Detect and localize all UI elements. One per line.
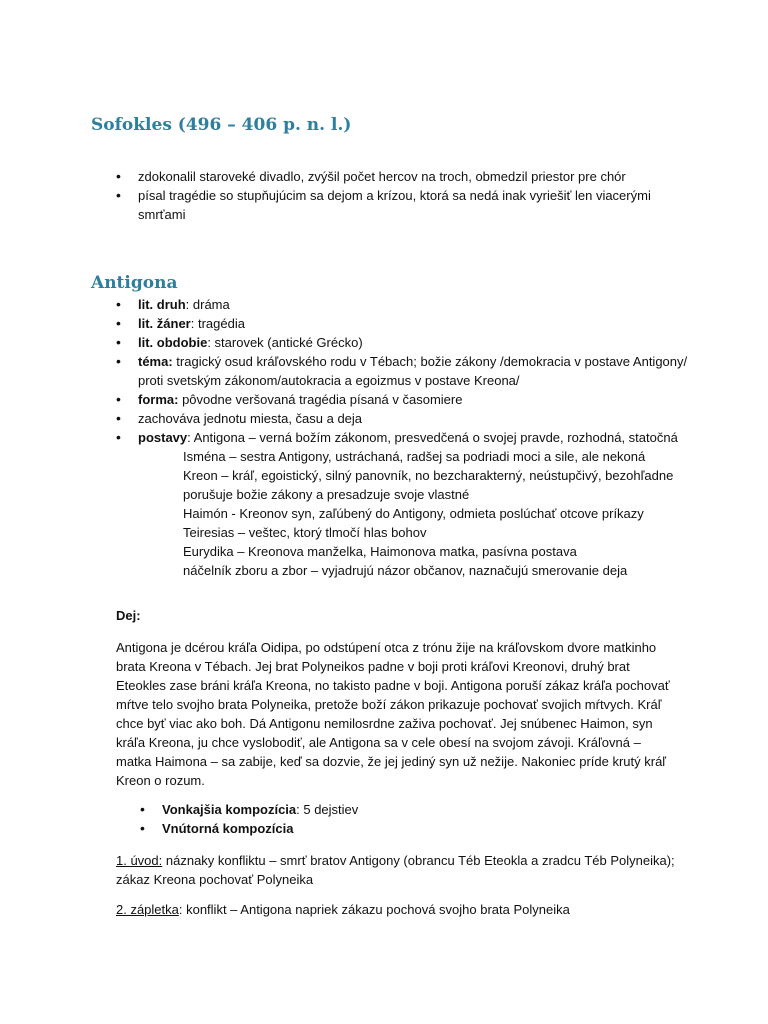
list-item: • písal tragédie so stupňujúcim sa dejom a krízou, ktorá sa nedá inak vyriešiť len viacerými smrťami [116,186,676,224]
character-line: Isména – sestra Antigony, ustráchaná, radšej sa podriadi moci a sile, ale nekoná [183,449,646,464]
item-text: : starovek (antické Grécko) [207,335,363,350]
item-label: lit. obdobie [138,335,208,350]
list-item-vonkajsia [140,800,640,819]
item-text: : tragédia [190,316,245,331]
item-text: : dráma [185,297,230,312]
item-text: : Antigona – verná božím zákonom, presvedčená o svojej pravde, rozhodná, statočná [187,430,678,445]
uvod-paragraph [116,851,686,889]
kompozicia-list [140,800,640,838]
item-label: Vnútorná kompozícia [162,821,294,836]
item-label: postavy [138,430,188,445]
item-text: zachováva jednotu miesta, času a deja [138,411,363,426]
character-line: Teiresias – veštec, ktorý tlmočí hlas bohov [183,525,427,540]
list-item-obdobie [116,333,696,352]
list-item-vnutorna [140,819,640,838]
character-line: Haimón - Kreonov syn, zaľúbený do Antigony, odmieta poslúchať otcove príkazy [183,506,644,521]
antigona-bullet-list [116,295,696,580]
dej-paragraph: Antigona je dcérou kráľa Oidipa, po odstúpení otca z trónu žije na kráľovskom dvore matkinho brata Kreona v Tébach. Jej brat Polyneikos padne v boji proti kráľovi Kreonovi, druhý brat Eteokles zase bráni kráľa Kreona, no takisto padne v boji. Antigona poruší zákaz kráľa pochovať mŕtve telo svojho brata Polyneika, pretože boží zákon prikazuje pochovať svojich mŕtvych. Kráľ chce byť viac ako boh. Dá Antigonu nemilosrdne zaživa pochovať. Jej snúbenec Haimon, syn kráľa Kreona, ju chce vyslobodiť, ale Antigona sa v cele obesí na svojom závoji. Kráľovná – matka Haimona – sa zabije, keď sa dozvie, že jej jediný syn už nežije. Nakoniec príde krutý kráľ Kreon o rozum. [116,640,670,788]
item-label: forma: [138,392,179,407]
character-line: Eurydika – Kreonova manželka, Haimonova matka, pasívna postava [183,544,577,559]
list-item-druh [116,295,696,314]
item-text: : 5 dejstiev [296,802,359,817]
heading-antigona: Antigona [91,273,178,293]
heading-sofokles: Sofokles (496 – 406 p. n. l.) [91,115,352,135]
list-item-jednota [116,409,696,428]
zapletka-text: : konflikt – Antigona napriek zákazu pochová svojho brata Polyneika [178,902,570,917]
list-item-tema [116,352,696,390]
dej-heading: Dej: [116,608,141,623]
uvod-label: 1. úvod: [116,853,163,868]
item-label: lit. druh [138,297,186,312]
character-line: Kreon – kráľ, egoistický, silný panovník, no bezcharakterný, neústupčivý, bezohľadne [183,468,674,483]
uvod-text: náznaky konfliktu – smrť bratov Antigony (obrancu Téb Eteokla a zradcu Téb Polyneika); zákaz Kreona pochovať Polyneika [116,853,675,887]
item-label: téma: [138,354,173,369]
list-item-zaner [116,314,696,333]
zapletka-label: 2. zápletka [116,902,179,917]
item-label: Vonkajšia kompozícia [162,802,297,817]
sofokles-bullet-list [116,167,676,224]
item-text: pôvodne veršovaná tragédia písaná v časomiere [178,392,463,407]
list-item-forma [116,390,696,409]
character-line: náčelník zboru a zbor – vyjadrujú názor občanov, naznačujú smerovanie deja [183,563,628,578]
list-item-postavy [116,428,696,580]
item-text: tragický osud kráľovského rodu v Tébach; božie zákony /demokracia v postave Antigony/ proti svetským zákonom/autokracia a egoizmus v postave Kreona/ [138,354,688,388]
zapletka-paragraph [116,900,686,919]
item-label: lit. žáner [138,316,191,331]
character-line: porušuje božie zákony a presadzuje svoje vlastné [183,487,470,502]
list-item: • zdokonalil staroveké divadlo, zvýšil počet hercov na troch, obmedzil priestor pre chór [116,167,676,186]
